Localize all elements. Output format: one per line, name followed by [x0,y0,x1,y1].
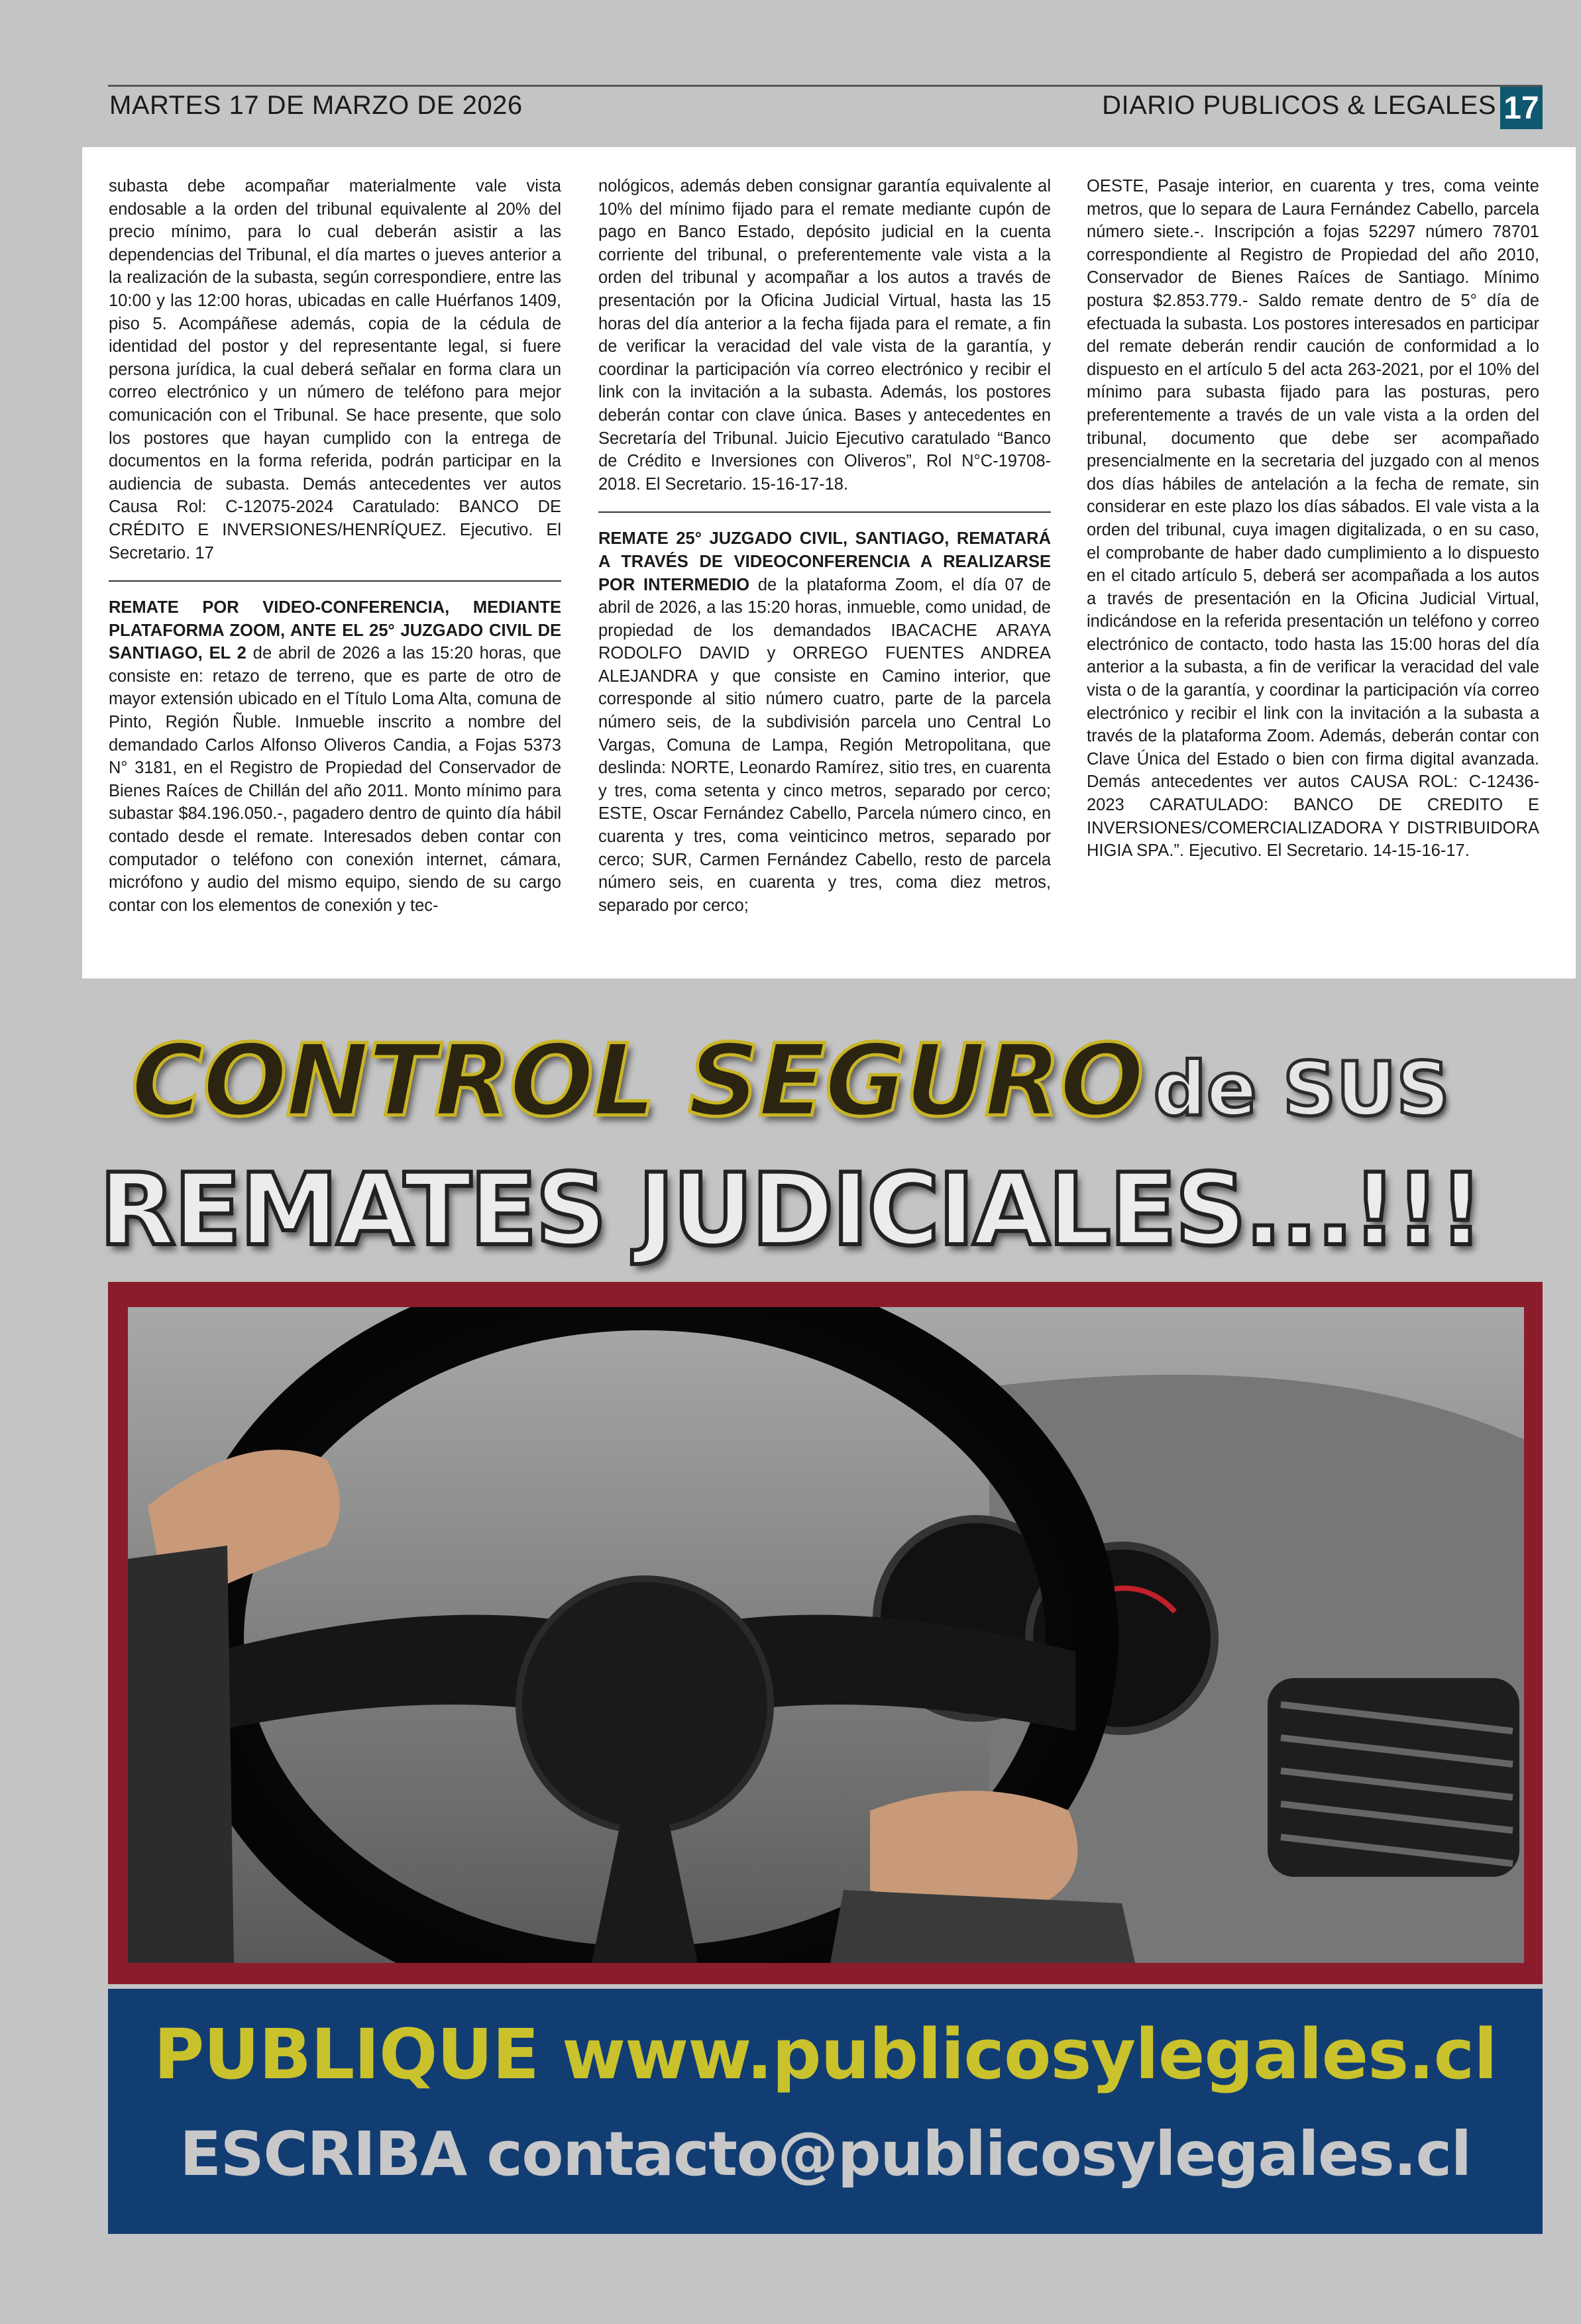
steering-wheel-icon [128,1307,1524,1963]
website-text: PUBLIQUE www.publicosylegales.cl [154,2014,1497,2095]
notice-divider [598,511,1051,513]
column-2 [598,175,1051,917]
steering-wheel-photo [128,1307,1524,1963]
ad-title-line1 [0,1024,1581,1139]
column-3 [1087,175,1539,863]
notice-remate-25 [598,527,1051,917]
notice-heading: REMATE 25° JUZGADO CIVIL, SANTIAGO, REMATARÁ A TRAVÉS DE VIDEOCONFERENCIA A REALIZARSE POR INTERMEDIO [598,529,1051,594]
ad-title-big: CONTROL SEGURO [131,1024,1143,1139]
page-number: 17 [1500,87,1543,129]
ad-photo-frame [108,1282,1543,1984]
ad-title-small: de SUS [1153,1047,1450,1133]
column-1 [109,175,561,917]
air-vent [1268,1678,1519,1877]
notice-continuation: subasta debe acompañar materialmente vale vista endosable a la orden del tribunal equivalente al 20% del precio mínimo, para lo cual deberán asistir a las dependencias del Tribunal, el día martes o jueves anterior a la realización de la subasta, según correspondiere, entre las 10:00 y las 12:00 horas, ubicadas en calle Huérfanos 1409, piso 5. Acompáñese además, copia de la cédula de identidad del postor y del representante legal, si fuere persona jurídica, la cual deberá señalar en forma clara un correo electrónico y un número de teléfono para mejor comunicación con el Tribunal. Se hace presente, que solo los postores que hayan cumplido con la entrega de documentos en la forma referida, podrán participar en la audiencia de subasta. Demás antecedentes ver autos Causa Rol: C-12075-2024 Caratulado: BANCO DE CRÉDITO E INVERSIONES/HENRÍQUEZ. Ejecutivo. El Secretario. 17 [109,177,561,562]
legal-notices-panel [82,147,1576,978]
email-text: ESCRIBA contacto@publicosylegales.cl [180,2119,1471,2190]
notice-continuation: nológicos, además deben consignar garantía equivalente al 10% del mínimo fijado para el remate mediante cupón de pago en Banco Estado, depósito judicial en la cuenta corriente del tribunal, o preferentemente vale vista a la orden del tribunal y acompañar a los autos a través de presentación por la Oficina Judicial Virtual, hasta las 15 horas del día anterior a la fecha fijada para el remate, a fin de verificar la veracidad del vale vista de la garantía, y coordinar la participación vía correo electrónico y recibir el link con la invitación a la subasta. Además, los postores deberán contar con clave única. Bases y antecedentes en Secretaría del Tribunal. Juicio Ejecutivo caratulado “Banco de Crédito e Inversiones con Oliveros”, Rol N°C-19708-2018. El Secretario. 15-16-17-18. [598,177,1051,494]
notice-continuation: OESTE, Pasaje interior, en cuarenta y tres, coma veinte metros, que lo separa de Laura Fernández Cabello, parcela número siete.-. Inscripción a fojas 52297 número 78701 correspondiente al Registro de Propiedad del año 2010, Conservador de Bienes Raíces de Santiago. Mínimo postura $2.853.779.- Saldo remate dentro de 5° día de efectuada la subasta. Los postores interesados en participar del remate deberán rendir caución de conformidad a lo dispuesto en el artículo 5 del acta 263-2021, por el 10% del mínimo para subasta fijado para las posturas, pero preferentemente a través de un vale vista a la orden del tribunal, documento que debe ser acompañado presencialmente en la secretaria del juzgado con al menos dos días hábiles de antelación a la fecha de remate, sin considerar en este plazo los días sábados. El vale vista a la orden del tribunal, cuya imagen digitalizada, o en su caso, el comprobante de haber dado cumplimiento a lo dispuesto en el citado artículo 5, deberá ser acompañada a los autos a través de presentación en la Oficina Judicial Virtual, indicándose en la referida presentación un teléfono y correo electrónico de contacto, todo hasta las 15:00 horas del día anterior a la subasta, a fin de verificar la veracidad del vale vista o de la garantía, y coordinar la participación vía correo electrónico y recibir el link con la invitación a la subasta a través de la plataforma Zoom. Además, deberán contar con Clave Única del Estado o bien con firma digital avanzada. Demás antecedentes ver autos CAUSA ROL: C-12436-2023 CARATULADO: BANCO DE CREDITO E INVERSIONES/COMERCIALIZADORA Y DISTRIBUIDORA HIGIA SPA.”. Ejecutivo. El Secretario. 14-15-16-17. [1087,177,1539,861]
publication-name: DIARIO PUBLICOS & LEGALES [1102,91,1496,120]
notice-video-conference [109,596,561,917]
notice-divider [109,580,561,582]
contact-banner [108,1989,1543,2234]
ad-title-line2: REMATES JUDICIALES...!!! [99,1153,1482,1268]
notice-body: de abril de 2026 a las 15:20 horas, que consiste en: retazo de terreno, que es parte de otro de mayor extensión ubicado en el Título Loma Alta, comuna de Pinto, Región Ñuble. Inmueble inscrito a nombre del demandado Carlos Alfonso Oliveros Candia, a Fojas 5373 N° 3181, en el Registro de Propiedad del Conservador de Bienes Raíces de Chillán del año 2011. Monto mínimo para subastar $84.196.050.-, pagadero dentro de quinto día hábil contado desde el remate. Interesados deben contar con computador o teléfono con conexión internet, cámara, micrófono y audio del mismo equipo, siendo de su cargo contar con los elementos de conexión y tec- [109,644,561,915]
page-header [108,85,1543,128]
notice-body: de la plataforma Zoom, el día 07 de abril de 2026, a las 15:20 horas, inmueble, como unidad, de propiedad de los demandados IBACACHE ARAYA RODOLFO DAVID y ORREGO FUENTES ANDREA ALEJANDRA y que consiste en Camino interior, que corresponde al sitio número cuatro, parte de la parcela número seis, de la subdivisión parcela uno Central Lo Vargas, Comuna de Lampa, Región Metropolitana, que deslinda: NORTE, Leonardo Ramírez, sitio tres, en cuarenta y tres, coma setenta y cinco metros, separado por cerco; ESTE, Oscar Fernández Cabello, Parcela número cinco, en cuarenta y tres, coma veinticinco metros, separado por cerco; SUR, Carmen Fernández Cabello, resto de parcela número seis, en cuarenta y tres, coma diez metros, separado por cerco; [598,575,1051,915]
notice-heading: REMATE POR VIDEO-CONFERENCIA, MEDIANTE PLATAFORMA ZOOM, ANTE EL 25° JUZGADO CIVIL DE SANTIAGO, EL 2 [109,598,561,663]
header-date: MARTES 17 DE MARZO DE 2026 [109,91,523,120]
